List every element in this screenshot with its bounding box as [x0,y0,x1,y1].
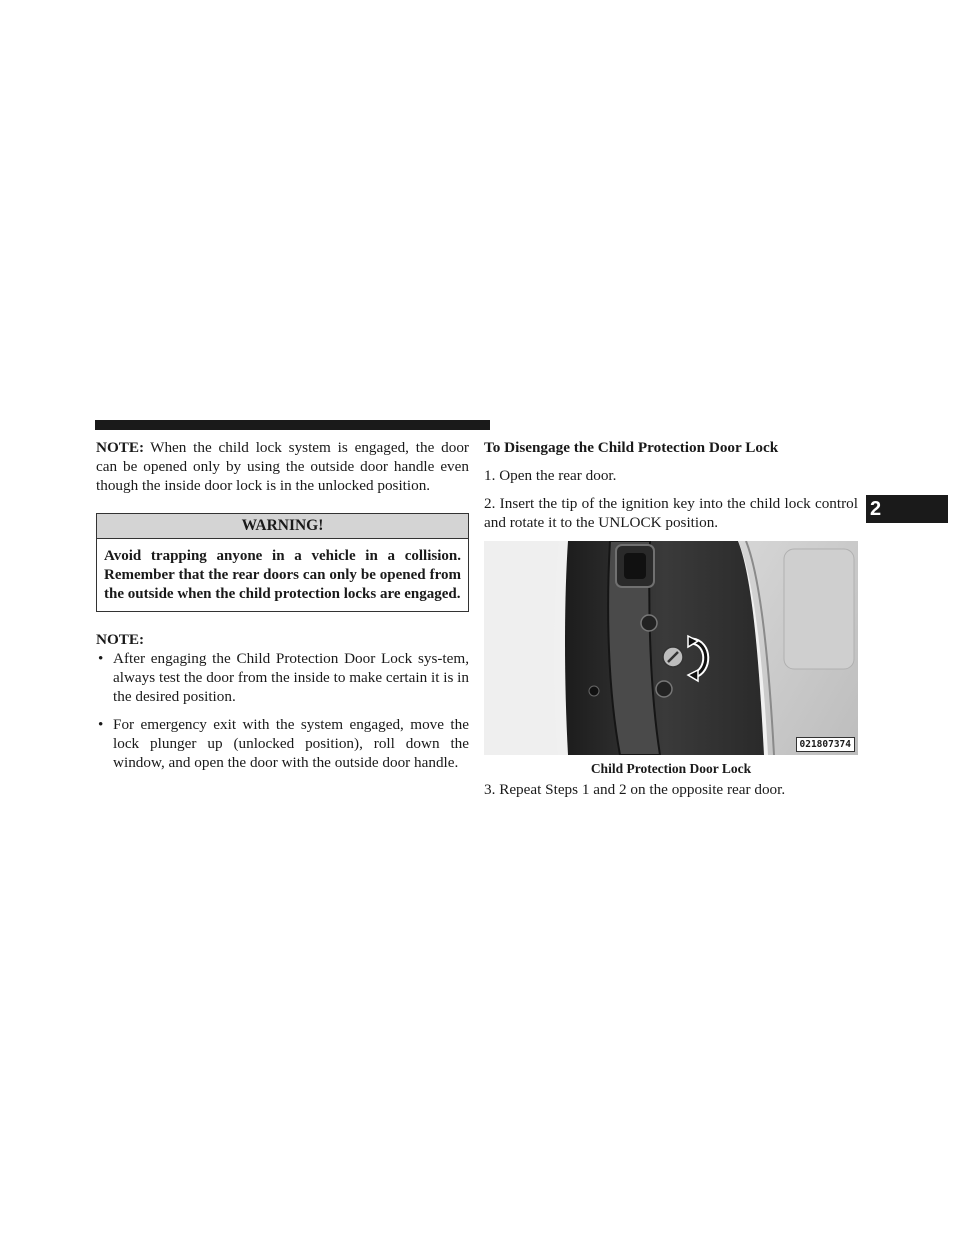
section-top-rule [95,420,490,430]
step-1: 1. Open the rear door. [484,467,617,484]
figure-caption: Child Protection Door Lock [590,761,752,776]
right-column [484,438,858,799]
door-lock-illustration [484,541,858,755]
bullet-text: After engaging the Child Protection Door Lock sys-tem, always test the door from the inside to make certain it is in the desired position. [113,650,469,705]
note-text: When the child lock system is engaged, the door can be opened only by using the outside door handle even though the inside door lock is in the unlocked position. [96,439,469,494]
warning-box [96,513,469,612]
bullet-icon: • [98,650,104,667]
figure-code: 021807374 [796,737,855,752]
note-list-label: NOTE: [96,631,145,648]
note-bullet-list [96,649,469,772]
note-paragraph [96,438,469,495]
section-heading: To Disengage the Child Protection Door Lock [484,439,779,456]
bullet-text: For emergency exit with the system engaged, move the lock plunger up (unlocked position), roll down the window, and open the door with the outside door handle. [113,716,469,771]
warning-title: WARNING! [97,514,468,539]
note-label: NOTE: [96,439,145,456]
step-2: 2. Insert the tip of the ignition key into the child lock control and rotate it to the UNLOCK position. [484,495,858,531]
chapter-tab: 2 [866,495,948,523]
left-column [96,438,469,772]
warning-text: Avoid trapping anyone in a vehicle in a collision. Remember that the rear doors can only be opened from the outside when the child protection locks are engaged. [104,548,461,602]
bullet-icon: • [98,716,104,733]
list-item [96,649,469,706]
list-item [96,715,469,772]
step-3: 3. Repeat Steps 1 and 2 on the opposite rear door. [484,781,786,798]
child-lock-figure [484,541,858,755]
